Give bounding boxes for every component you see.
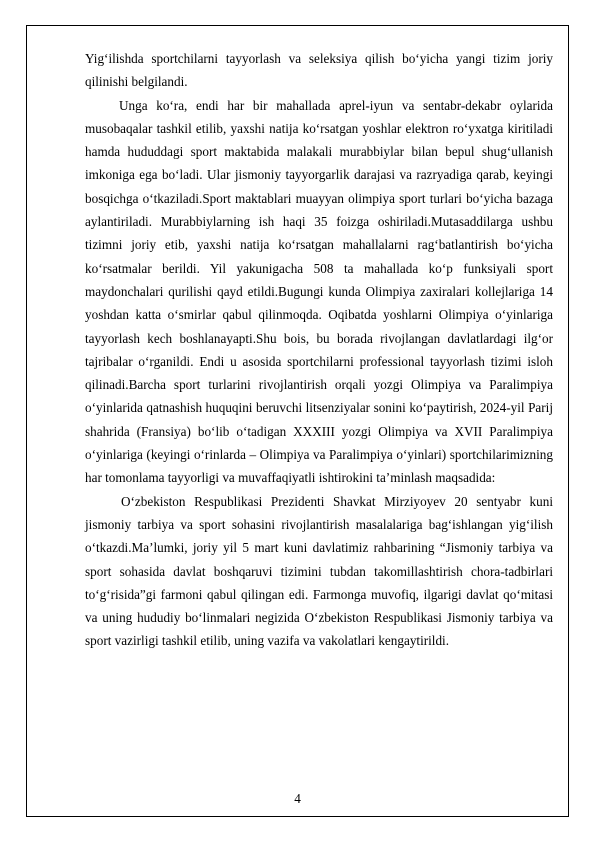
paragraph-3: O‘zbekiston Respublikasi Prezidenti Shavkat Mirziyoyev 20 sentyabr kuni jismoniy tarbiya va sport sohasini rivojlantirish masalalariga bag‘ishlangan yig‘ilish o‘tkazdi.Ma’lumki, joriy yil 5 mart kuni davlatimiz rahbarining “Jismoniy tarbiya va sport sohasida davlat boshqaruvi tizimini tubdan takomillashtirish chora-tadbirlari to‘g‘risida”gi farmoni qabul qilingan edi. Farmonga muvofiq, ilgarigi davlat qo‘mitasi va uning hududiy bo‘linmalari negizida O‘zbekiston Respublikasi Jismoniy tarbiya va sport vazirligi tashkil etilib, uning vazifa va vakolatlari kengaytirildi. (85, 493, 553, 649)
paragraph-2: Unga ko‘ra, endi har bir mahallada aprel-iyun va sentabr-dekabr oylarida musobaqalar tashkil etilib, yaxshi natija ko‘rsatgan yoshlar elektron ro‘yxatga kiritiladi hamda hududdagi sport maktabida malakali murabbiylar bilan bepul shug‘ullanish imkoniga ega bo‘ladi. Ular jismoniy tayyorgarlik darajasi va razryadiga qarab, keyingi bosqichga o‘tkaziladi.Sport maktablari muayyan olimpiya sport turlari bo‘yicha bazaga aylantiriladi. Murabbiylarning ish haqi 35 foizga oshiriladi.Mutasaddilarga ushbu tizimni joriy etib, yaxshi natija ko‘rsatgan mahallalarni rag‘batlantirish bo‘yicha ko‘rsatmalar berildi. Yil yakunigacha 508 ta mahallada ko‘p funksiyali sport maydonchalari qurilishi qayd etildi.Bugungi kunda Olimpiya zaxiralari kollejlariga 14 yoshdan katta o‘smirlar qabul qilinmoqda. Oqibatda yoshlarni Olimpiya o‘yinlariga tayyorlash kech boshlanayapti.Shu bois, bu borada rivojlangan davlatlardagi ilg‘or tajribalar o‘rganildi. Endi u asosida sportchilarni professional tayyorlash tizimi isloh qilinadi.Barcha sport turlarini rivojlantirish orqali yozgi Olimpiya va Paralimpiya o‘yinlarida qatnashish huquqini beruvchi litsenziyalar sonini ko‘paytirish, 2024-yil Parij shahrida (Fransiya) bo‘lib o‘tadigan XXXIII yozgi Olimpiya va XVII Paralimpiya o‘yinlariga (keyingi o‘rinlarda – Olimpiya va Paralimpiya o‘yinlari) sportchilarimizning har tomonlama tayyorligi va muvaffaqiyatli ishtirokini ta’minlash maqsadida: (85, 97, 553, 486)
page-number: 4 (294, 791, 301, 806)
paragraph-1: Yig‘ilishda sportchilarni tayyorlash va seleksiya qilish bo‘yicha yangi tizim joriy qilinishi belgilandi. (85, 51, 553, 90)
document-body (85, 47, 553, 653)
